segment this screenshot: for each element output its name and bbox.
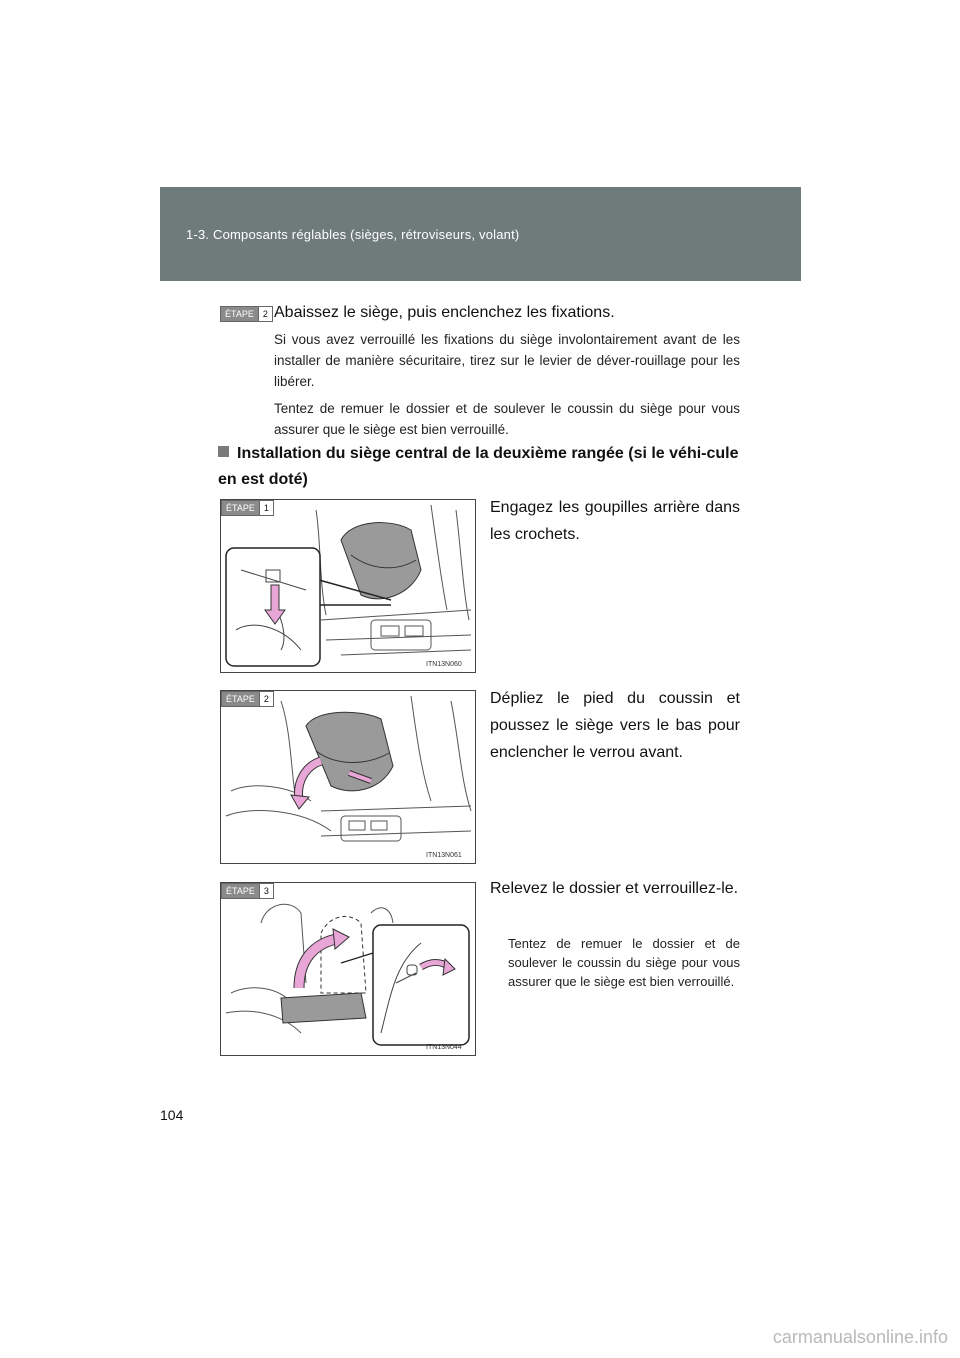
- step-badge-number: 2: [258, 307, 272, 321]
- figure-code-1: ITN13N060: [426, 661, 462, 668]
- top-step-note-1: Si vous avez verrouillé les fixations du siège involontairement avant de les installer de manière sécuritaire, tirez sur le levier de déver-rouillage pour les libérer.: [274, 332, 740, 389]
- step-badge-label: ÉTAPE: [221, 307, 258, 321]
- figure-code-3: ITN13N044: [426, 1044, 462, 1051]
- figure-step-3: [220, 882, 476, 1056]
- figure-step-1: [220, 499, 476, 673]
- section-title: 1-3. Composants réglables (sièges, rétroviseurs, volant): [186, 227, 520, 242]
- top-step-text: Abaissez le siège, puis enclenchez les fixations.: [274, 304, 615, 321]
- seat-lock-illustration: [221, 691, 475, 863]
- top-step-note-2: Tentez de remuer le dossier et de soulever le coussin du siège pour vous assurer que le siège est bien verrouillé.: [274, 401, 740, 437]
- step-badge-top: [220, 306, 273, 322]
- step-badge-3: ÉTAPE 3: [221, 883, 274, 899]
- step-1-text: Engagez les goupilles arrière dans les crochets.: [490, 499, 740, 543]
- step-3-note: Tentez de remuer le dossier et de soulever le coussin du siège pour vous assurer que le siège est bien verrouillé.: [508, 936, 740, 989]
- step-badge-2: ÉTAPE 2: [221, 691, 274, 707]
- section-header: [160, 187, 801, 281]
- step-2-text: Dépliez le pied du coussin et poussez le siège vers le bas pour enclencher le verrou avant.: [490, 690, 740, 761]
- watermark: carmanualsonline.info: [772, 1327, 948, 1347]
- step-badge-1: ÉTAPE 1: [221, 500, 274, 516]
- step-3-text: Relevez le dossier et verrouillez-le.: [490, 880, 739, 897]
- page-number: 104: [160, 1107, 184, 1123]
- seatback-raise-illustration: [221, 883, 475, 1055]
- seat-hooks-illustration: [221, 500, 475, 672]
- heading-square-icon: [218, 446, 229, 457]
- section-heading: Installation du siège central de la deuxième rangée (si le véhi-cule en est doté): [218, 445, 739, 488]
- figure-code-2: ITN13N061: [426, 852, 462, 859]
- figure-step-2: [220, 690, 476, 864]
